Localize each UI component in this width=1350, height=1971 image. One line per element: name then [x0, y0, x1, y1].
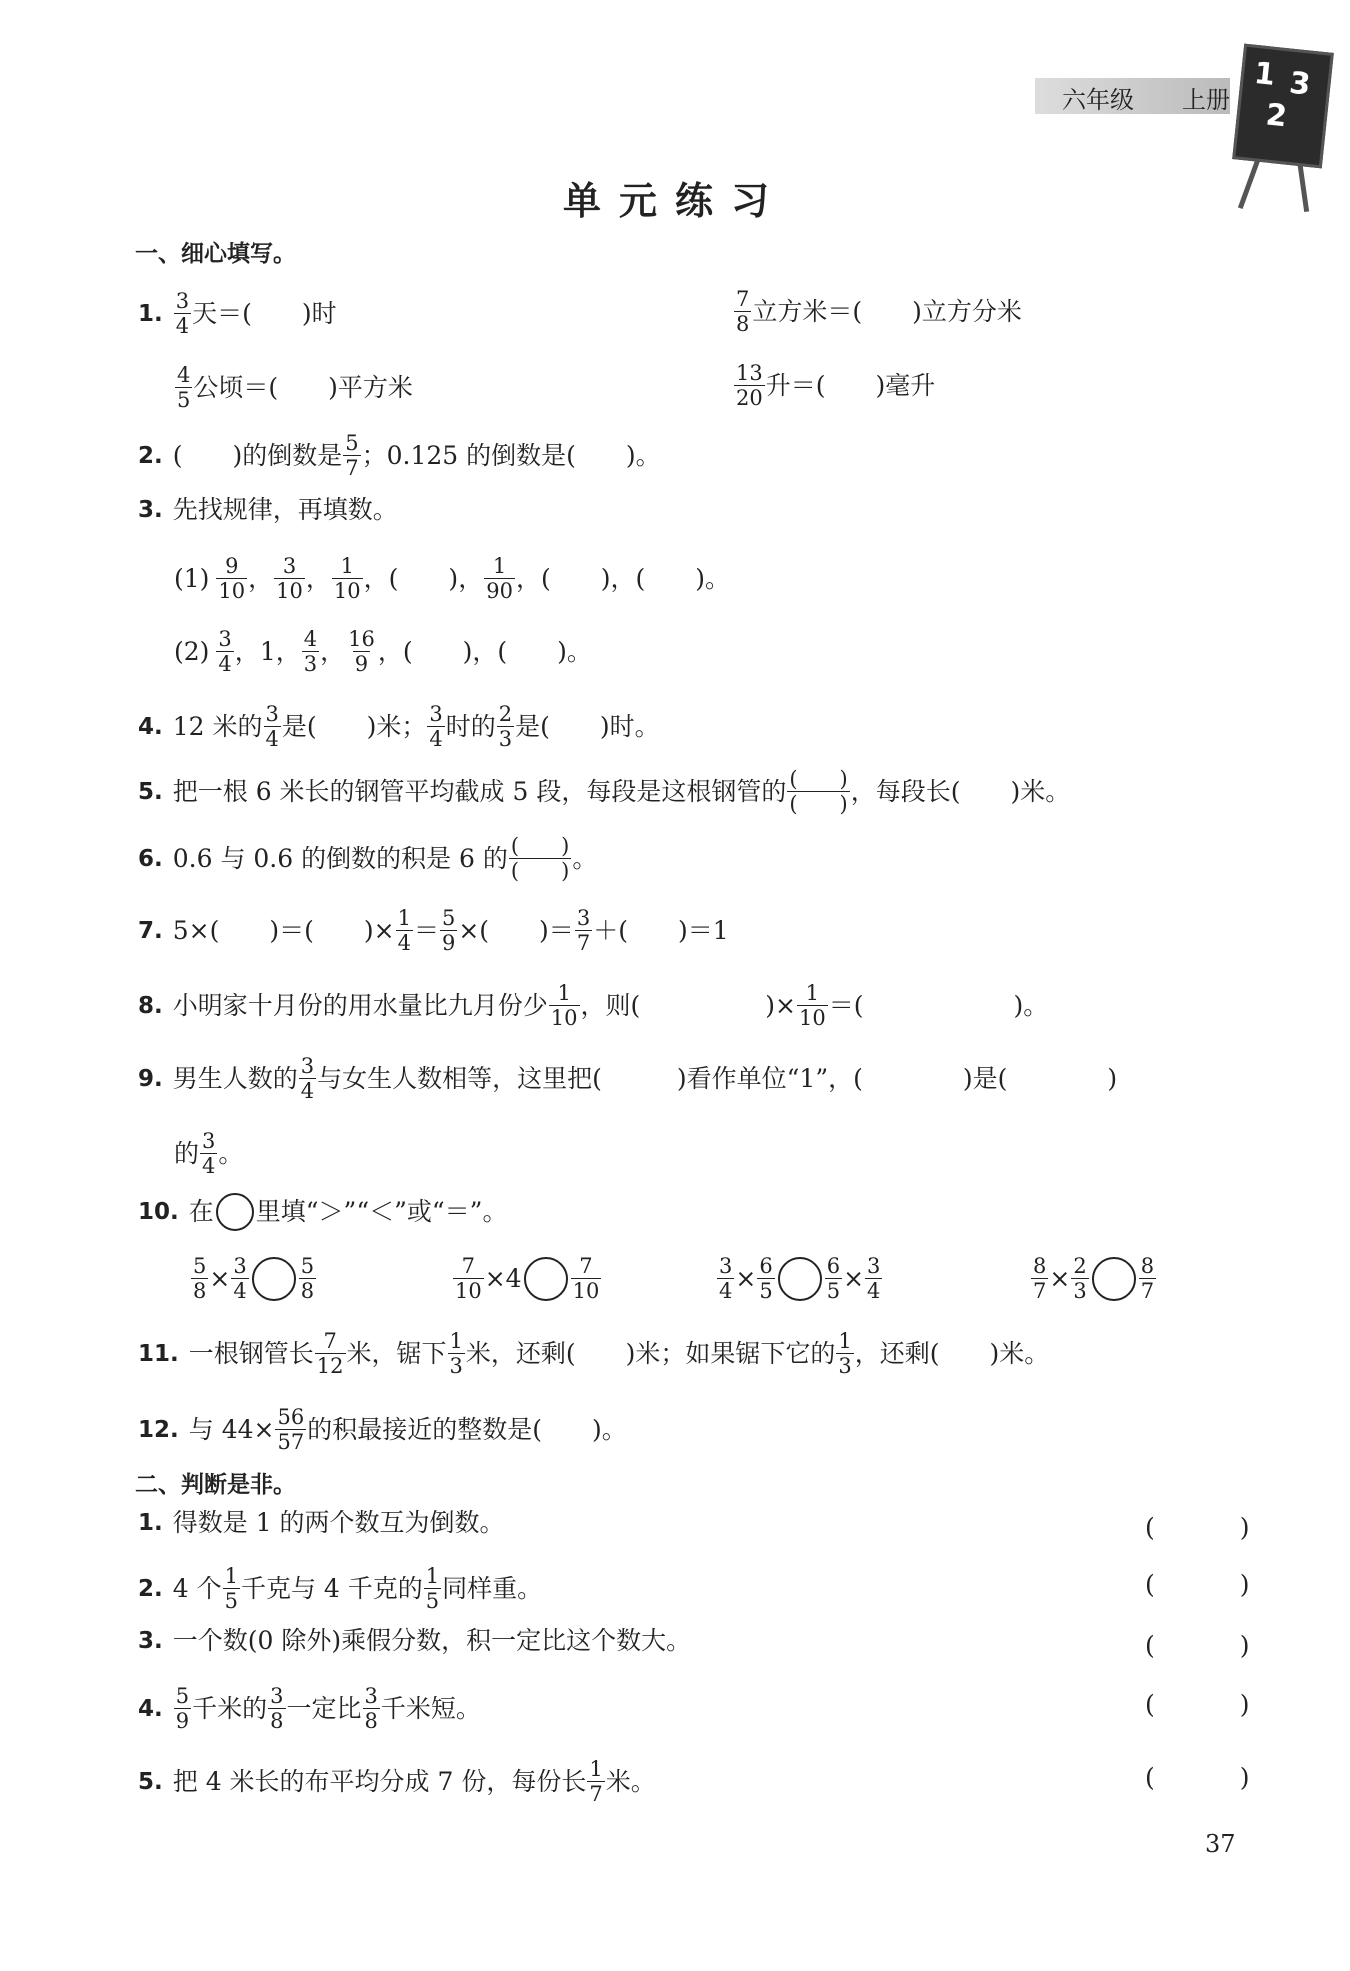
judge-1: 1. 得数是 1 的两个数互为倒数。	[138, 1508, 505, 1537]
compare-circle-4[interactable]	[1092, 1257, 1136, 1301]
question-3-part1: (1) $\frac{9}{10}$ ， $\frac{3}{10}$ ， $\frac{1}{10}$ ， ( ) ， $\frac{1}{90}$ ， ( ) ， ( ) 。	[174, 554, 731, 603]
judge-5-answer[interactable]: ( )	[1145, 1763, 1280, 1792]
question-3-part2: (2) $\frac{3}{4}$ ， 1 ， $\frac{4}{3}$ ， $\frac{16}{9}$ ， ( ) ， ( ) 。	[174, 627, 592, 676]
question-1b: $\frac{7}{8}$ 立方米＝( )立方分米	[736, 287, 1022, 336]
question-4: 4. 12 米的 $\frac{3}{4}$ 是( )米； $\frac{3}{4}$ 时的 $\frac{2}{3}$ 是( )时。	[138, 702, 660, 751]
question-5: 5. 把一根 6 米长的钢管平均截成 5 段，每段是这根钢管的 $\frac{( )}{( )}$ ，每段长( )米。	[138, 767, 1071, 816]
section-fill-in: 一、细心填写。	[135, 241, 296, 267]
judge-3: 3. 一个数(0 除外)乘假分数，积一定比这个数大。	[138, 1626, 692, 1655]
judge-5: 5. 把 4 米长的布平均分成 7 份，每份长 $\frac{1}{7}$ 米。	[138, 1757, 656, 1806]
section-true-false: 二、判断是非。	[135, 1472, 296, 1498]
question-1a: 1. $\frac{3}{4}$ 天＝( )时	[138, 289, 337, 338]
judge-4: 4. $\frac{5}{9}$ 千米的 $\frac{3}{8}$ 一定比 $\frac{3}{8}$ 千米短。	[138, 1684, 481, 1733]
grade-label: 六年级	[1062, 86, 1134, 114]
compare-item-2: $\frac{7}{10}$ ×4 $\frac{7}{10}$	[455, 1254, 600, 1303]
question-11: 11. 一根钢管长 $\frac{7}{12}$ 米，锯下 $\frac{1}{3}$ 米，还剩( )米；如果锯下它的 $\frac{1}{3}$ ，还剩( )米。	[138, 1329, 1050, 1378]
compare-item-3: $\frac{3}{4}$ × $\frac{6}{5}$ $\frac{6}{5}$ × $\frac{3}{4}$	[719, 1254, 881, 1303]
question-8: 8. 小明家十月份的用水量比九月份少 $\frac{1}{10}$ ，则( )× $\frac{1}{10}$ ＝( )。	[138, 981, 1049, 1030]
question-9-cont: 的 $\frac{3}{4}$ 。	[174, 1129, 244, 1178]
compare-circle-1[interactable]	[252, 1257, 296, 1301]
question-6: 6. 0.6 与 0.6 的倒数的积是 6 的 $\frac{( )}{( )}$ 。	[138, 834, 598, 883]
compare-item-1: $\frac{5}{8}$ × $\frac{3}{4}$ $\frac{5}{8}$	[193, 1254, 315, 1303]
question-7: 7. 5×( )＝( )× $\frac{1}{4}$ ＝ $\frac{5}{9}$ ×( )＝ $\frac{3}{7}$ ＋( )＝1	[138, 906, 729, 955]
compare-circle-3[interactable]	[778, 1257, 822, 1301]
page-title: 单元练习	[562, 179, 787, 223]
judge-2-answer[interactable]: ( )	[1145, 1570, 1280, 1599]
page-number: 37	[1205, 1830, 1236, 1858]
judge-1-answer[interactable]: ( )	[1145, 1513, 1280, 1542]
question-10: 10. 在 里填“＞”“＜”或“＝”。	[138, 1193, 507, 1231]
question-2: 2. ( )的倒数是 $\frac{5}{7}$ ；0.125 的倒数是( )。	[138, 431, 661, 480]
question-1c: $\frac{4}{5}$ 公顷＝( )平方米	[177, 363, 413, 412]
blackboard-logo-icon: 1 3 2	[1232, 44, 1334, 169]
compare-item-4: $\frac{8}{7}$ × $\frac{2}{3}$ $\frac{8}{7}$	[1033, 1254, 1155, 1303]
volume-label: 上册	[1182, 86, 1230, 114]
compare-circle-icon	[216, 1193, 254, 1231]
compare-circle-2[interactable]	[524, 1257, 568, 1301]
judge-4-answer[interactable]: ( )	[1145, 1690, 1280, 1719]
question-9: 9. 男生人数的 $\frac{3}{4}$ 与女生人数相等，这里把( )看作单位“1”，( )是( )	[138, 1054, 1118, 1103]
question-3: 3. 先找规律，再填数。	[138, 495, 398, 524]
judge-2: 2. 4 个 $\frac{1}{5}$ 千克与 4 千克的 $\frac{1}{5}$ 同样重。	[138, 1564, 543, 1613]
question-12: 12. 与 44× $\frac{56}{57}$ 的积最接近的整数是( )。	[138, 1405, 627, 1454]
question-1d: $\frac{13}{20}$ 升＝( )毫升	[736, 361, 936, 410]
judge-3-answer[interactable]: ( )	[1145, 1631, 1280, 1660]
